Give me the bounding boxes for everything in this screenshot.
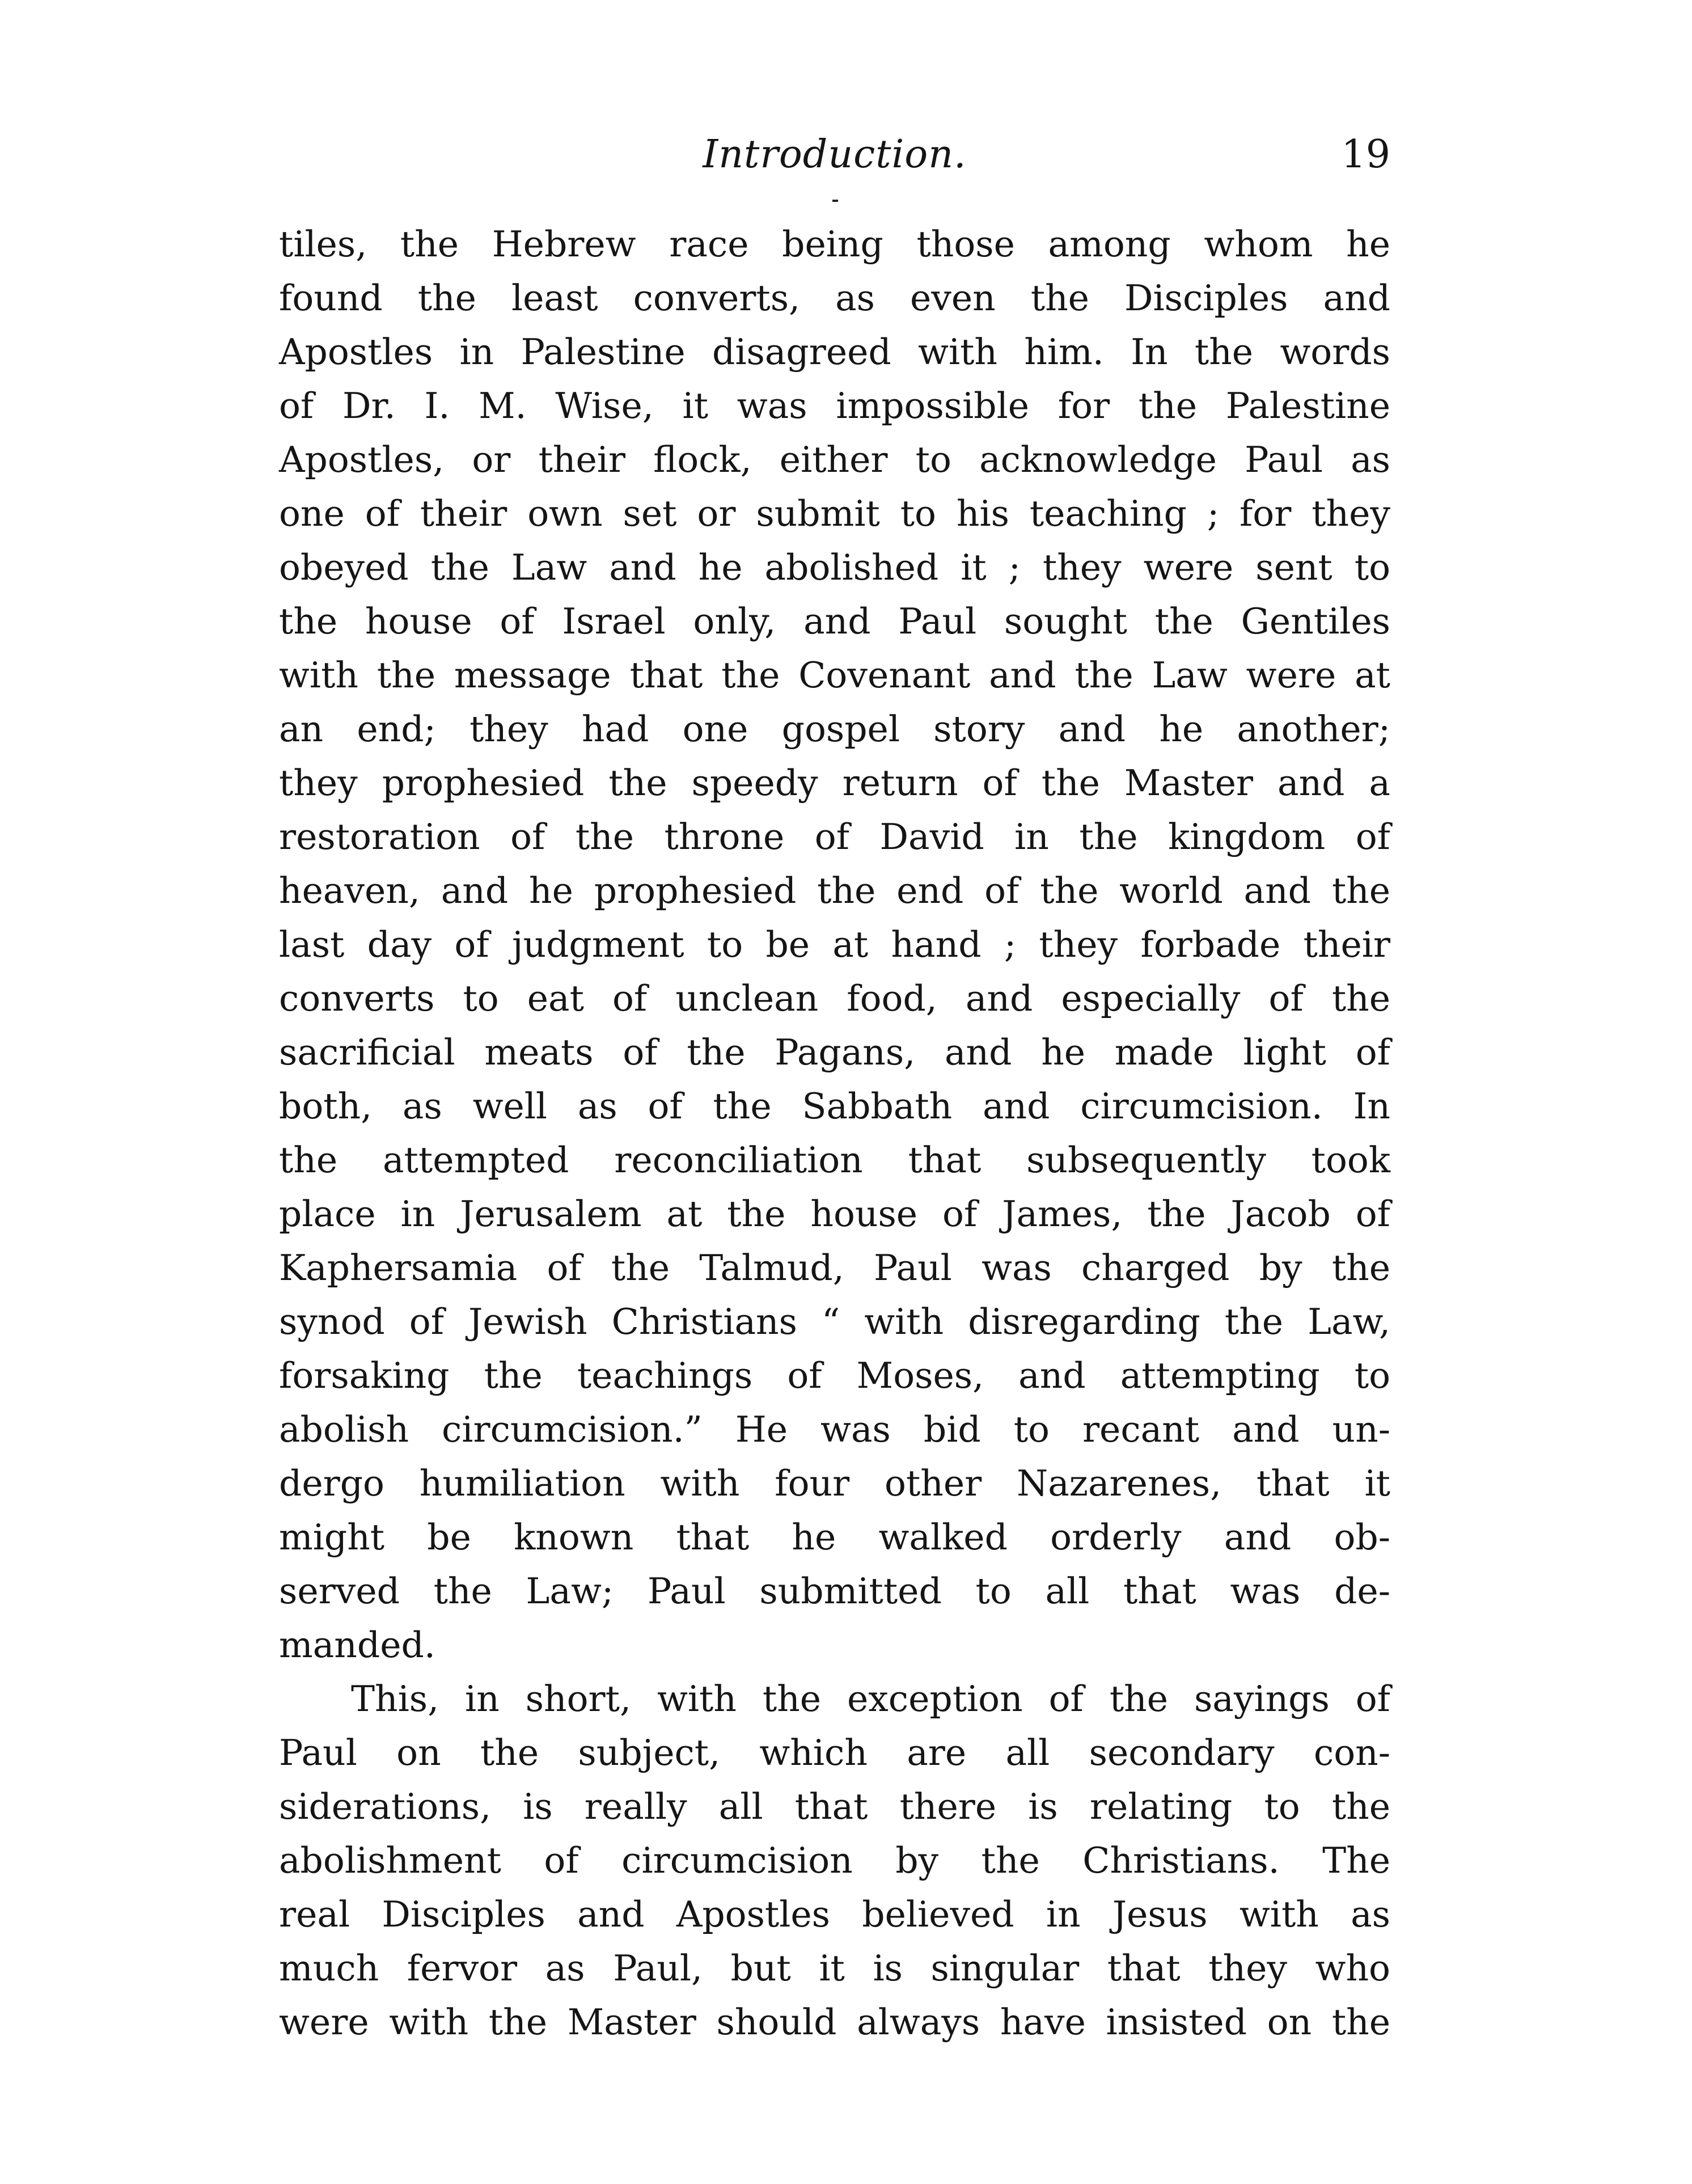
text-line: heaven, and he prophesied the end of the world and the bbox=[279, 870, 1390, 911]
paragraph-2 bbox=[279, 1672, 1390, 2049]
text-line: abolishment of circumcision by the Christians. The bbox=[279, 1840, 1390, 1881]
text-line: of Dr. I. M. Wise, it was impossible for the Palestine bbox=[279, 385, 1390, 426]
text-line: served the Law; Paul submitted to all that was de- bbox=[279, 1570, 1390, 1612]
text-line: the house of Israel only, and Paul sought the Gentiles bbox=[279, 601, 1390, 642]
text-line: much fervor as Paul, but it is singular that they who bbox=[279, 1948, 1390, 1989]
running-title: Introduction. bbox=[703, 132, 967, 177]
text-line: one of their own set or submit to his teaching ; for they bbox=[279, 493, 1390, 534]
text-line: abolish circumcision.” He was bid to recant and un- bbox=[279, 1409, 1390, 1450]
text-line: might be known that he walked orderly and ob- bbox=[279, 1516, 1390, 1558]
body-text bbox=[279, 217, 1390, 2049]
text-line: the attempted reconciliation that subsequently took bbox=[279, 1139, 1390, 1181]
text-line: synod of Jewish Christians “ with disregarding the Law, bbox=[279, 1301, 1390, 1342]
text-line: converts to eat of unclean food, and especially of the bbox=[279, 978, 1390, 1019]
text-line: dergo humiliation with four other Nazarenes, that it bbox=[279, 1463, 1390, 1504]
text-line: place in Jerusalem at the house of James, the Jacob of bbox=[279, 1193, 1390, 1235]
text-line: Apostles in Palestine disagreed with him. In the words bbox=[279, 331, 1390, 373]
text-line: Apostles, or their flock, either to acknowledge Paul as bbox=[279, 439, 1390, 480]
text-line: Paul on the subject, which are all secondary con- bbox=[279, 1732, 1390, 1773]
text-line: forsaking the teachings of Moses, and attempting to bbox=[279, 1355, 1390, 1396]
text-line: were with the Master should always have insisted on the bbox=[279, 2001, 1390, 2043]
page-number: 19 bbox=[1341, 132, 1390, 177]
text-line: This, in short, with the exception of the sayings of bbox=[351, 1678, 1390, 1720]
page-header bbox=[279, 129, 1390, 192]
text-line: restoration of the throne of David in the kingdom of bbox=[279, 816, 1390, 857]
text-line: manded. bbox=[279, 1624, 435, 1666]
text-line: with the message that the Covenant and the Law were at bbox=[279, 654, 1390, 696]
text-line: an end; they had one gospel story and he another; bbox=[279, 708, 1390, 750]
text-line: last day of judgment to be at hand ; they forbade their bbox=[279, 924, 1390, 965]
text-line: Kaphersamia of the Talmud, Paul was charged by the bbox=[279, 1247, 1390, 1289]
paragraph-1 bbox=[279, 217, 1390, 1672]
text-line: obeyed the Law and he abolished it ; they were sent to bbox=[279, 547, 1390, 588]
text-line: sacrificial meats of the Pagans, and he made light of bbox=[279, 1032, 1390, 1073]
text-line: both, as well as of the Sabbath and circumcision. In bbox=[279, 1085, 1390, 1127]
text-line: they prophesied the speedy return of the Master and a bbox=[279, 762, 1390, 804]
text-line: real Disciples and Apostles believed in Jesus with as bbox=[279, 1894, 1390, 1935]
text-line: found the least converts, as even the Disciples and bbox=[279, 277, 1390, 319]
text-line: siderations, is really all that there is relating to the bbox=[279, 1786, 1390, 1827]
text-line: tiles, the Hebrew race being those among whom he bbox=[279, 223, 1390, 265]
header-rule-mark bbox=[832, 200, 838, 202]
